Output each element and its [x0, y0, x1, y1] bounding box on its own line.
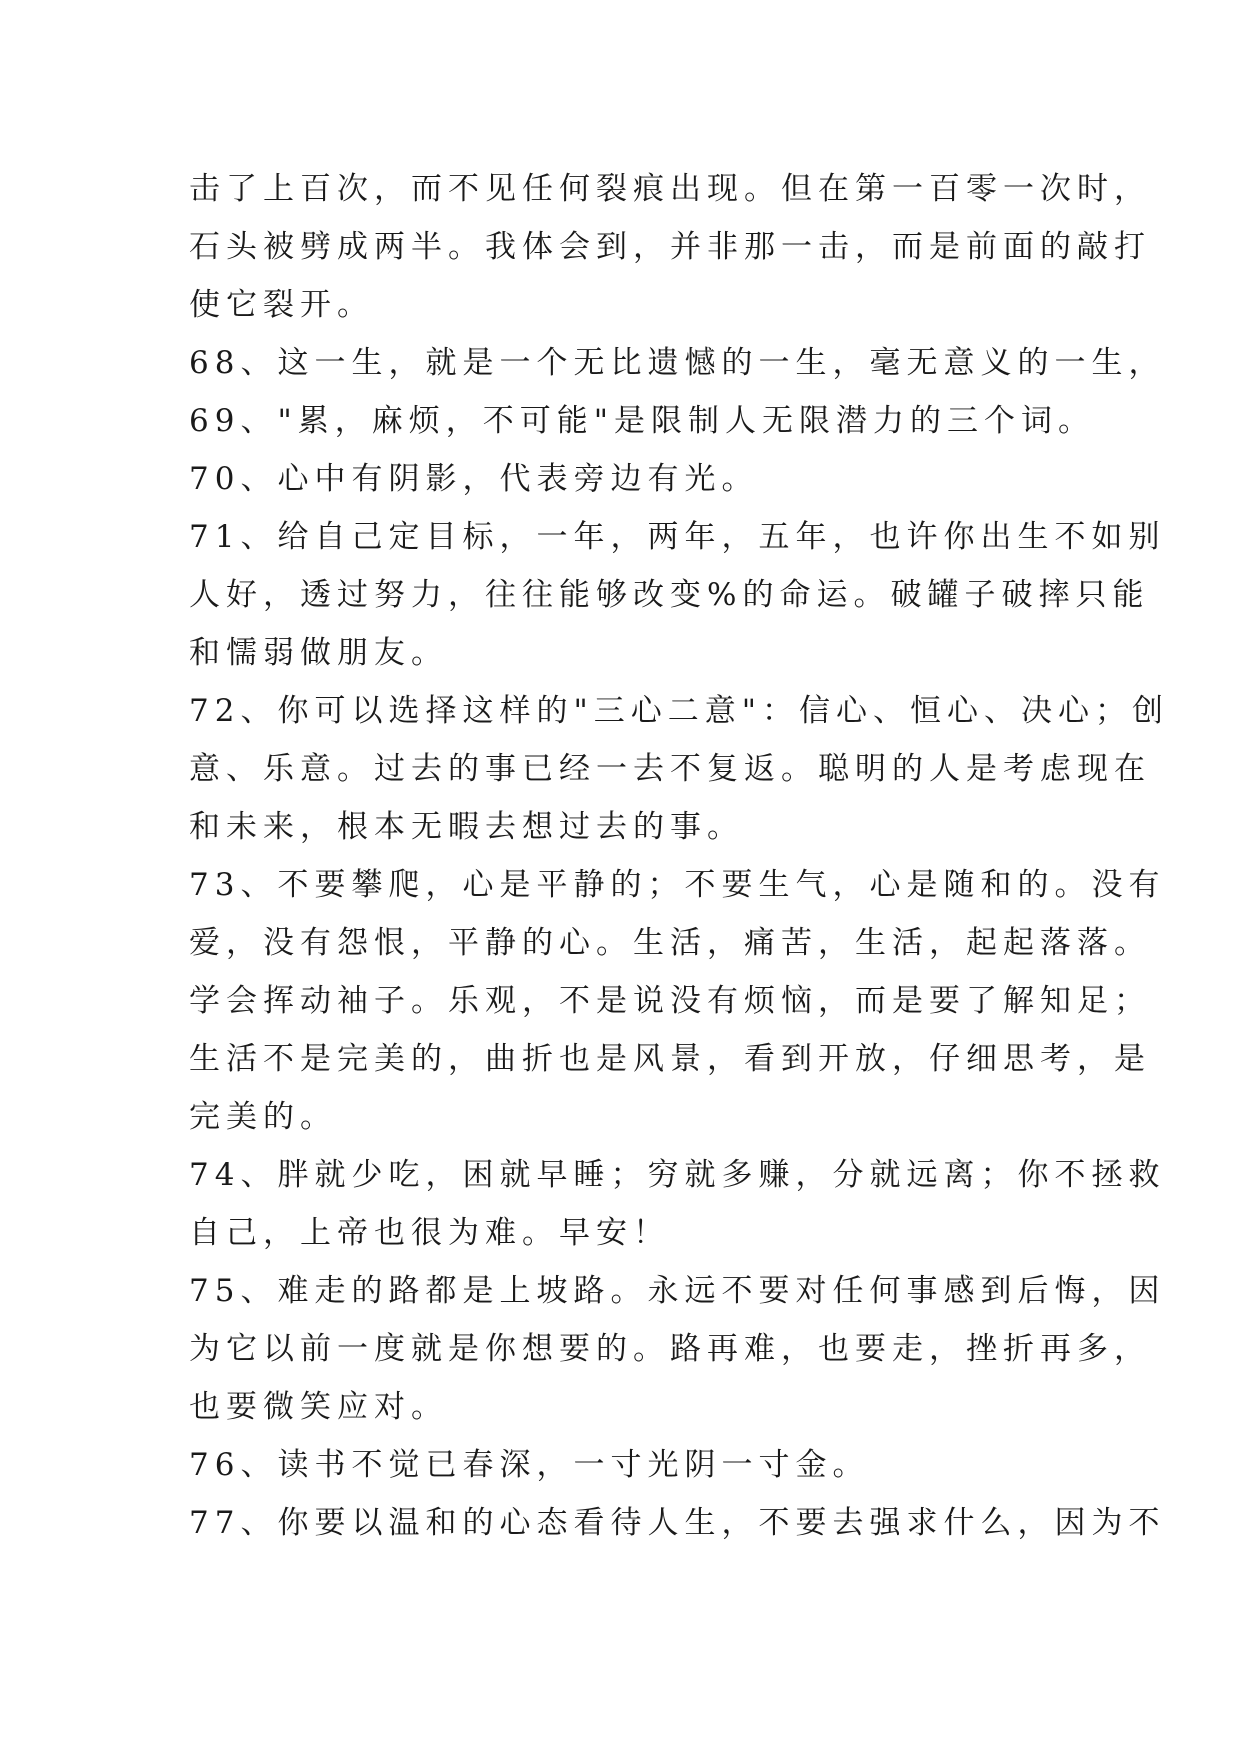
text-line: 学会挥动袖子。乐观，不是说没有烦恼，而是要了解知足； [189, 983, 1151, 1019]
text-line: 自己，上帝也很为难。早安！ [189, 1215, 670, 1251]
text-line: 76、读书不觉已春深，一寸光阴一寸金。 [189, 1447, 870, 1483]
text-line: 人好，透过努力，往往能够改变%的命运。破罐子破摔只能 [189, 577, 1150, 613]
text-line: 完美的。 [189, 1099, 337, 1135]
text-line: 72、你可以选择这样的"三心二意"：信心、恒心、决心；创 [189, 693, 1169, 729]
text-line: 68、这一生，就是一个无比遗憾的一生，毫无意义的一生， [189, 345, 1166, 381]
text-line: 击了上百次，而不见任何裂痕出现。但在第一百零一次时， [189, 171, 1151, 207]
text-line: 为它以前一度就是你想要的。路再难，也要走，挫折再多， [189, 1331, 1151, 1367]
text-line: 71、给自己定目标，一年，两年，五年，也许你出生不如别 [189, 519, 1166, 555]
text-line: 爱，没有怨恨，平静的心。生活，痛苦，生活，起起落落。 [189, 925, 1151, 961]
text-line: 75、难走的路都是上坡路。永远不要对任何事感到后悔，因 [189, 1273, 1166, 1309]
text-line: 使它裂开。 [189, 287, 374, 323]
text-line: 意、乐意。过去的事已经一去不复返。聪明的人是考虑现在 [189, 751, 1151, 787]
text-line: 石头被劈成两半。我体会到，并非那一击，而是前面的敲打 [189, 229, 1151, 265]
text-line: 74、胖就少吃，困就早睡；穷就多赚，分就远离；你不拯救 [189, 1157, 1166, 1193]
text-line: 和懦弱做朋友。 [189, 635, 448, 671]
text-line: 生活不是完美的，曲折也是风景，看到开放，仔细思考，是 [189, 1041, 1151, 1077]
text-line: 也要微笑应对。 [189, 1389, 448, 1425]
text-line: 70、心中有阴影，代表旁边有光。 [189, 461, 759, 497]
document-body [189, 160, 1169, 1552]
text-line: 69、"累，麻烦，不可能"是限制人无限潜力的三个词。 [189, 403, 1095, 439]
text-line: 73、不要攀爬，心是平静的；不要生气，心是随和的。没有 [189, 867, 1166, 903]
text-line: 77、你要以温和的心态看待人生，不要去强求什么，因为不 [189, 1505, 1166, 1541]
text-line: 和未来，根本无暇去想过去的事。 [189, 809, 744, 845]
